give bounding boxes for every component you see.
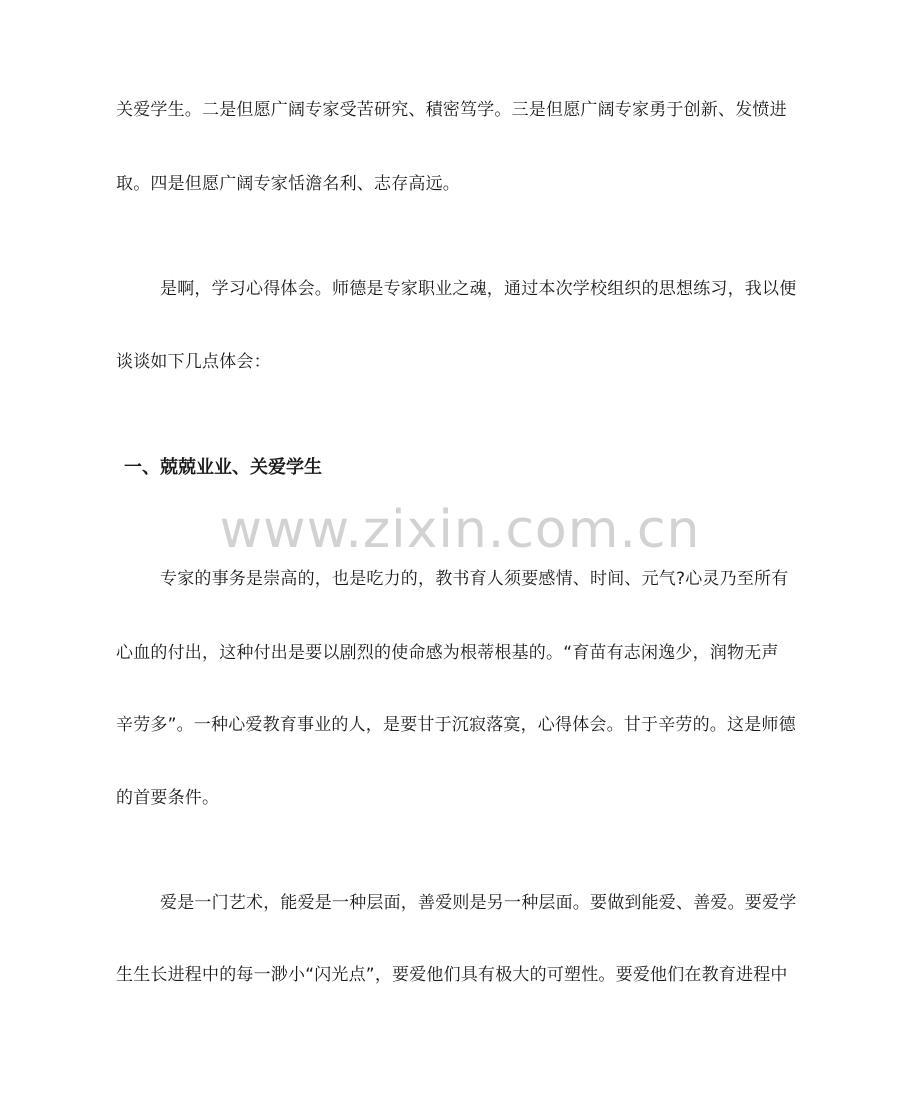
paragraph-3-line-2: 心血的付出，这种付出是要以剧烈的使命感为根蒂根基的。“育苗有志闲逸少，润物无声 bbox=[116, 643, 779, 663]
paragraph-4-line-2: 生生长进程中的每一渺小“闪光点”，要爱他们具有极大的可塑性。要爱他们在教育进程中 bbox=[116, 965, 788, 985]
paragraph-2-line-1: 是啊，学习心得体会。师德是专家职业之魂，通过本次学校组织的思想练习，我以便 bbox=[160, 279, 797, 299]
paragraph-1-line-2: 取。四是但愿广阔专家恬澹名利、志存高远。 bbox=[116, 174, 460, 194]
paragraph-3-line-3: 辛劳多”。一种心爱教育事业的人，是要甘于沉寂落寞，心得体会。甘于辛劳的。这是师德 bbox=[116, 715, 796, 735]
paragraph-1-line-1: 关爱学生。二是但愿广阔专家受苦研究、積密笃学。三是但愿广阔专家勇于创新、发愤进 bbox=[116, 100, 787, 120]
paragraph-2-line-2: 谈谈如下几点体会： bbox=[116, 352, 271, 372]
watermark: www.zixin.com.cn bbox=[219, 500, 701, 560]
paragraph-3-line-1: 专家的事务是崇高的，也是吃力的，教书育人须要感情、时间、元气?心灵乃至所有 bbox=[160, 569, 789, 589]
paragraph-4-line-1: 爱是一门艺术，能爱是一种层面，善爱则是另一种层面。要做到能爱、善爱。要爱学 bbox=[160, 893, 797, 913]
section-heading: 一、兢兢业业、关爱学生 bbox=[124, 457, 322, 478]
paragraph-3-line-4: 的首要条件。 bbox=[116, 788, 220, 808]
